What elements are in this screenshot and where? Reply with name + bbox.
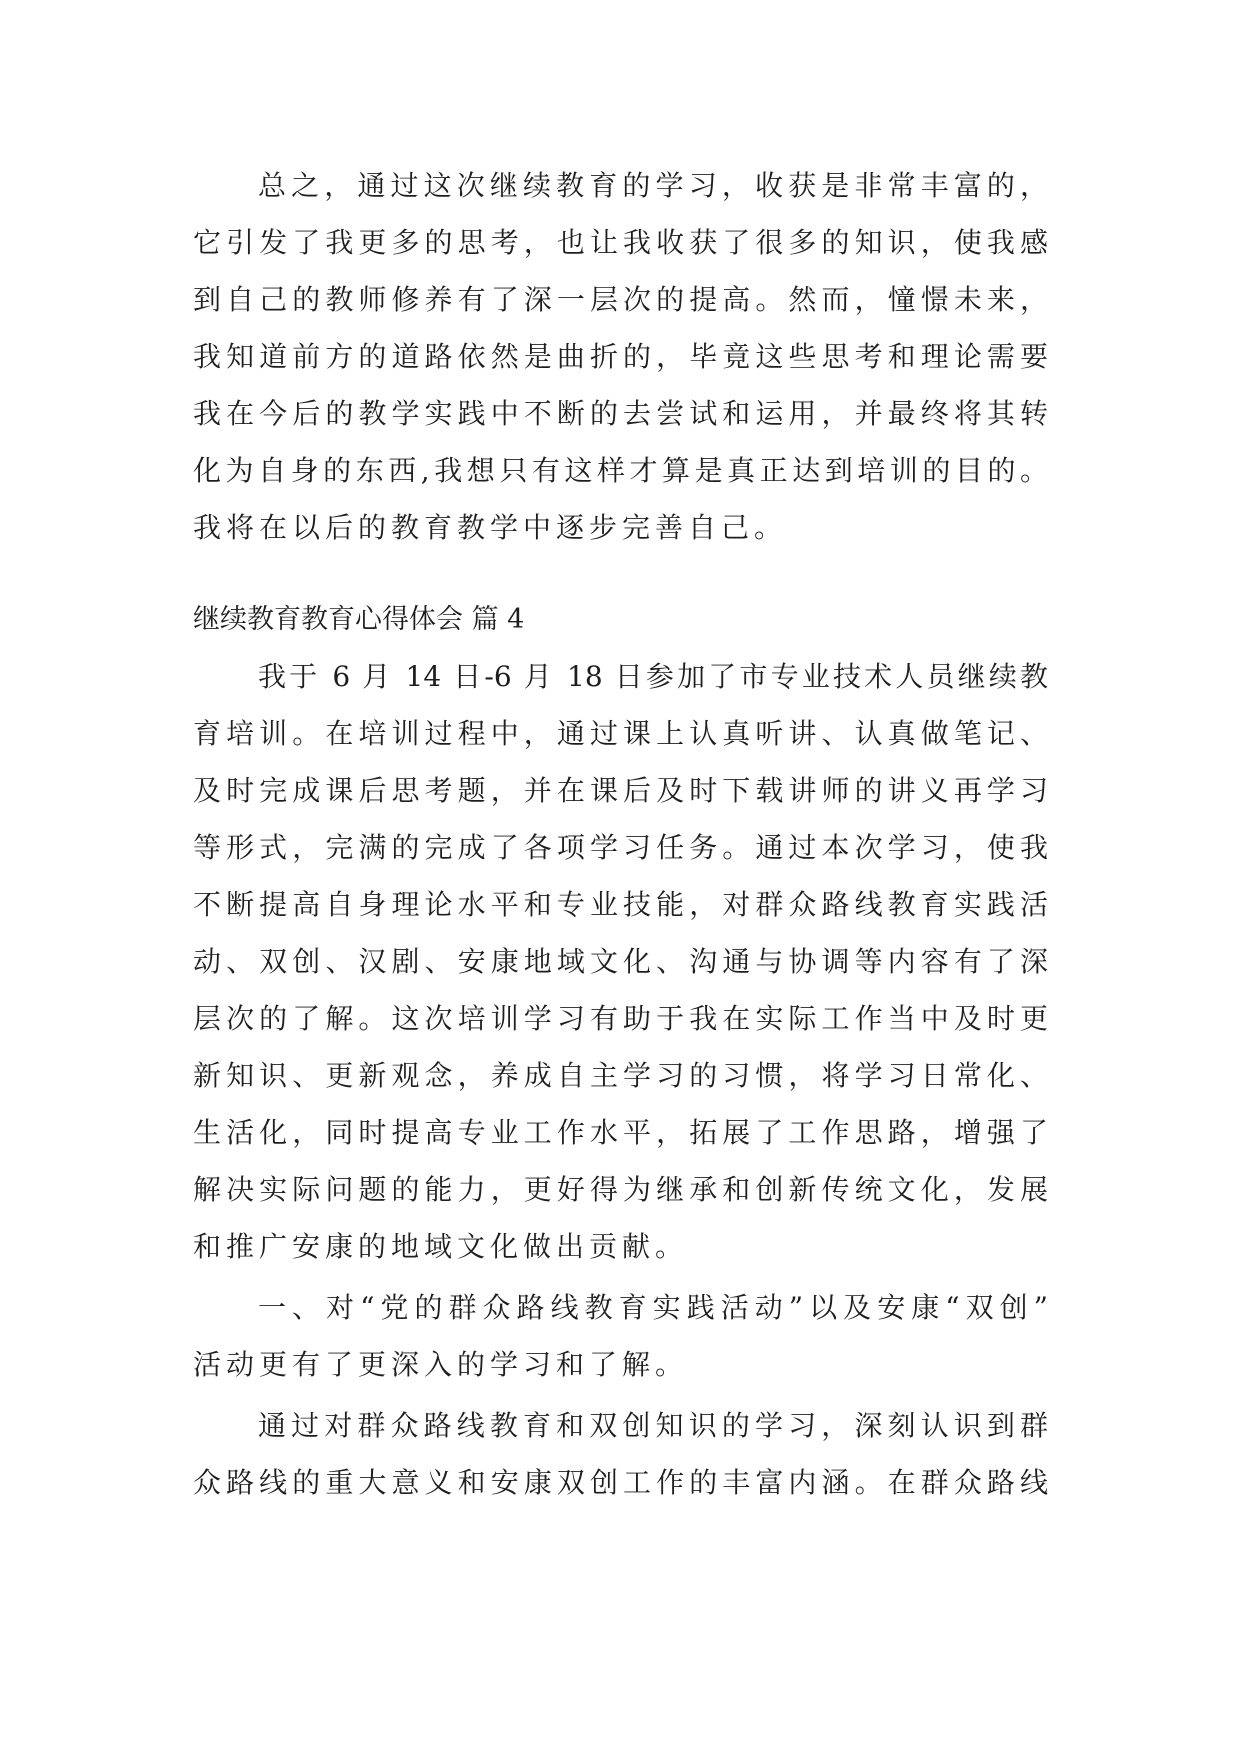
body-line: 层次的了解。这次培训学习有助于我在实际工作当中及时更 <box>193 1002 1048 1035</box>
body-line: 我于 6 月 14 日-6 月 18 日参加了市专业技术人员继续教 <box>258 660 1048 693</box>
body-line: 一、对“党的群众路线教育实践活动”以及安康“双创” <box>258 1291 1048 1324</box>
body-line: 生活化，同时提高专业工作水平，拓展了工作思路，增强了 <box>193 1116 1048 1149</box>
body-line: 及时完成课后思考题，并在课后及时下载讲师的讲义再学习 <box>193 774 1048 807</box>
body-line: 我知道前方的道路依然是曲折的，毕竟这些思考和理论需要 <box>193 340 1048 373</box>
body-line: 我在今后的教学实践中不断的去尝试和运用，并最终将其转 <box>193 397 1048 430</box>
body-line: 众路线的重大意义和安康双创工作的丰富内涵。在群众路线 <box>193 1466 1048 1499</box>
body-line: 活动更有了更深入的学习和了解。 <box>193 1348 689 1381</box>
body-line: 解决实际问题的能力，更好得为继承和创新传统文化，发展 <box>193 1173 1048 1206</box>
body-line: 我将在以后的教育教学中逐步完善自己。 <box>193 511 788 544</box>
body-line: 新知识、更新观念，养成自主学习的习惯，将学习日常化、 <box>193 1059 1048 1092</box>
body-line: 通过对群众路线教育和双创知识的学习，深刻认识到群 <box>258 1409 1048 1442</box>
body-line: 动、双创、汉剧、安康地域文化、沟通与协调等内容有了深 <box>193 945 1048 978</box>
section-heading: 继续教育教育心得体会 篇 4 <box>193 604 525 635</box>
body-line: 育培训。在培训过程中，通过课上认真听讲、认真做笔记、 <box>193 717 1048 750</box>
body-line: 不断提高自身理论水平和专业技能，对群众路线教育实践活 <box>193 888 1048 921</box>
body-line: 化为自身的东西,我想只有这样才算是真正达到培训的目的。 <box>193 454 1048 487</box>
body-line: 到自己的教师修养有了深一层次的提高。然而，憧憬未来， <box>193 283 1048 316</box>
body-line: 总之，通过这次继续教育的学习，收获是非常丰富的， <box>258 169 1048 202</box>
body-line: 它引发了我更多的思考，也让我收获了很多的知识，使我感 <box>193 226 1048 259</box>
body-line: 等形式，完满的完成了各项学习任务。通过本次学习，使我 <box>193 831 1048 864</box>
body-line: 和推广安康的地域文化做出贡献。 <box>193 1230 689 1263</box>
